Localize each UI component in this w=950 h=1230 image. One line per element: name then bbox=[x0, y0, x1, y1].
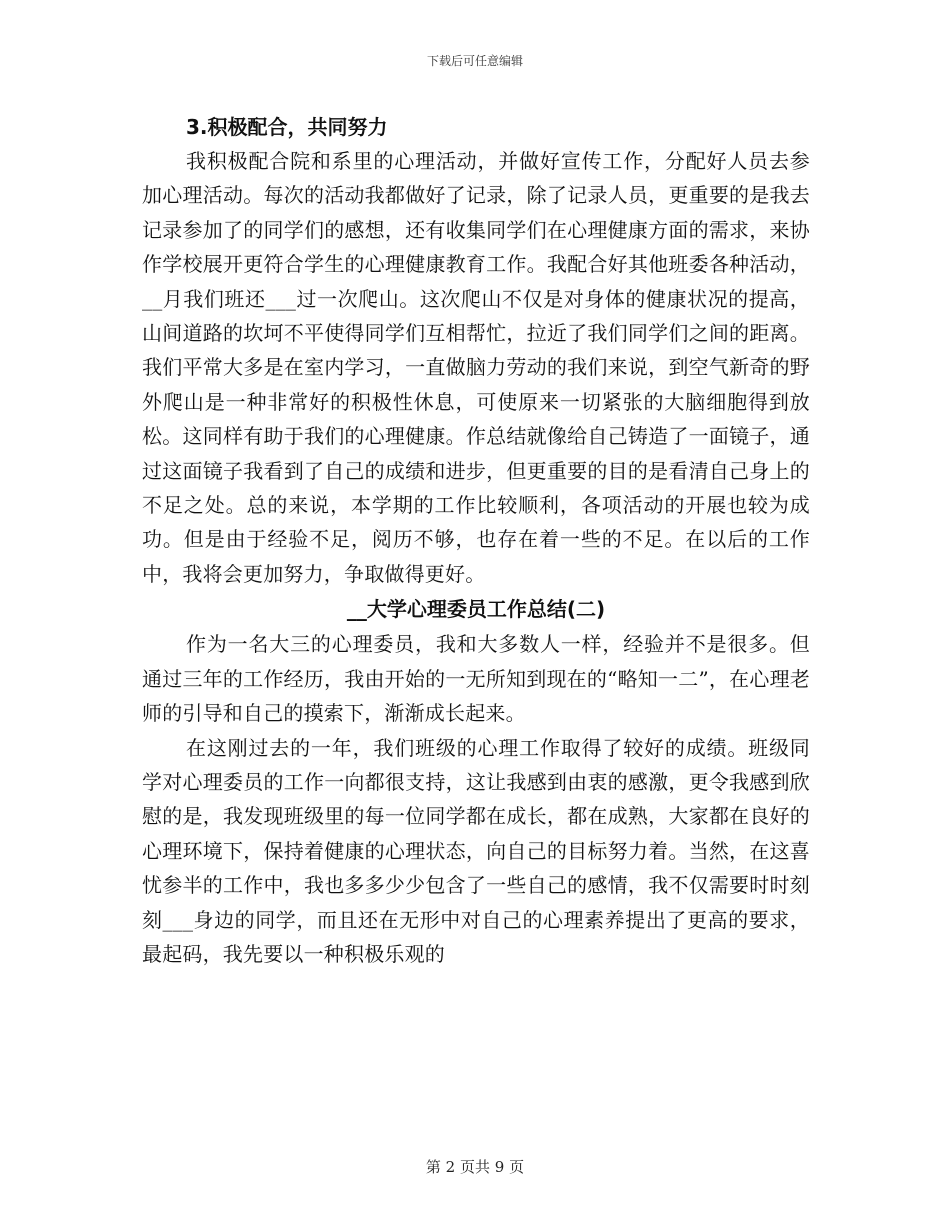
section-title: __大学心理委员工作总结(二) bbox=[346, 597, 606, 622]
body-paragraph: 我积极配合院和系里的心理活动，并做好宣传工作，分配好人员去参加心理活动。每次的活动我都做好了记录，除了记录人员，更重要的是我去记录参加了的同学们的感想，还有收集同学们在心理健康方面的需求，来协作学校展开更符合学生的心理健康教育工作。我配合好其他班委各种活动，__月我们班还___过一次爬山。这次爬山不仅是对身体的健康状况的提高，山间道路的坎坷不平使得同学们互相帮忙，拉近了我们同学们之间的距离。我们平常大多是在室内学习，一直做脑力劳动的我们来说，到空气新奇的野外爬山是一种非常好的积极性休息，可使原来一切紧张的大脑细胞得到放松。这同样有助于我们的心理健康。作总结就像给自己铸造了一面镜子，通过这面镜子我看到了自己的成绩和进步，但更重要的目的是看清自己身上的不足之处。总的来说，本学期的工作比较顺利，各项活动的开展也较为成功。但是由于经验不足，阅历不够，也存在着一些的不足。在以后的工作中，我将会更加努力，争取做得更好。 bbox=[142, 149, 810, 586]
page-footer: 第 2 页共 9 页 bbox=[425, 1158, 525, 1176]
page-header: 下载后可任意编辑 bbox=[426, 54, 523, 68]
document-body bbox=[142, 110, 810, 971]
body-paragraph: 在这刚过去的一年，我们班级的心理工作取得了较好的成绩。班级同学对心理委员的工作一向都很支持，这让我感到由衷的感激，更令我感到欣慰的是，我发现班级里的每一位同学都在成长，都在成熟，大家都在良好的心理环境下，保持着健康的心理状态，向自己的目标努力着。当然，在这喜忧参半的工作中，我也多多少少包含了一些自己的感情，我不仅需要时时刻刻___身边的同学，而且还在无形中对自己的心理素养提出了更高的要求，最起码，我先要以一种积极乐观的 bbox=[142, 735, 810, 966]
section-heading: 3.积极配合，共同努力 bbox=[186, 115, 388, 139]
body-paragraph: 作为一名大三的心理委员，我和大多数人一样，经验并不是很多。但通过三年的工作经历，我由开始的一无所知到现在的“略知一二”，在心理老师的引导和自己的摸索下，渐渐成长起来。 bbox=[142, 632, 810, 726]
